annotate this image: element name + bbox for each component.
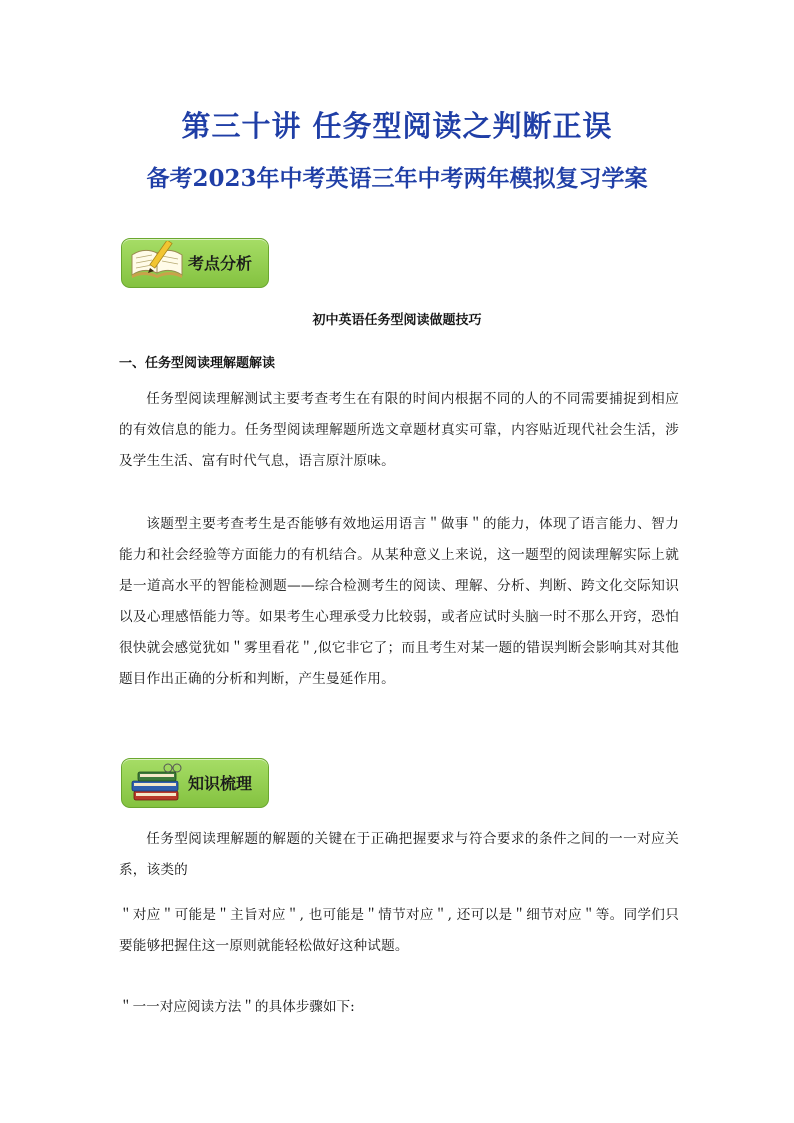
section-center-heading: 初中英语任务型阅读做题技巧 xyxy=(312,313,482,328)
knowledge-badge xyxy=(121,758,269,808)
paragraph-5: ＂一一对应阅读方法＂的具体步骤如下: xyxy=(119,999,355,1015)
stacked-books-icon xyxy=(128,761,188,805)
paragraph-1: 任务型阅读理解测试主要考查考生在有限的时间内根据不同的人的不同需要捕捉到相应的有效信息的能力。任务型阅读理解题所选文章题材真实可靠，内容贴近现代社会生活，涉及学生生活、富有时代气息，语言原汁原味。 xyxy=(119,391,679,469)
paragraph-3: 任务型阅读理解题的解题的关键在于正确把握要求与符合要求的条件之间的一一对应关系，该类的 xyxy=(119,831,679,878)
open-book-pencil-icon xyxy=(128,241,188,285)
page-subtitle: 备考2023年中考英语三年中考两年模拟复习学案 xyxy=(146,165,648,192)
page-title: 第三十讲 任务型阅读之判断正误 xyxy=(181,109,613,143)
paragraph-4: ＂对应＂可能是＂主旨对应＂, 也可能是＂情节对应＂, 还可以是＂细节对应＂等。同学们只要能够把握住这一原则就能轻松做好这种试题。 xyxy=(119,907,679,954)
analysis-badge-label: 考点分析 xyxy=(188,254,253,273)
knowledge-badge-label: 知识梳理 xyxy=(188,774,253,793)
section-heading: 一、任务型阅读理解题解读 xyxy=(119,356,276,371)
analysis-badge xyxy=(121,238,269,288)
paragraph-2: 该题型主要考查考生是否能够有效地运用语言＂做事＂的能力，体现了语言能力、智力能力和社会经验等方面能力的有机结合。从某种意义上来说，这一题型的阅读理解实际上就是一道高水平的智能检测题——综合检测考生的阅读、理解、分析、判断、跨文化交际知识以及心理感悟能力等。如果考生心理承受力比较弱，或者应试时头脑一时不那么开窍，恐怕很快就会感觉犹如＂雾里看花＂,似它非它了；而且考生对某一题的错误判断会影响其对其他题目作出正确的分析和判断，产生曼延作用。 xyxy=(119,516,679,687)
